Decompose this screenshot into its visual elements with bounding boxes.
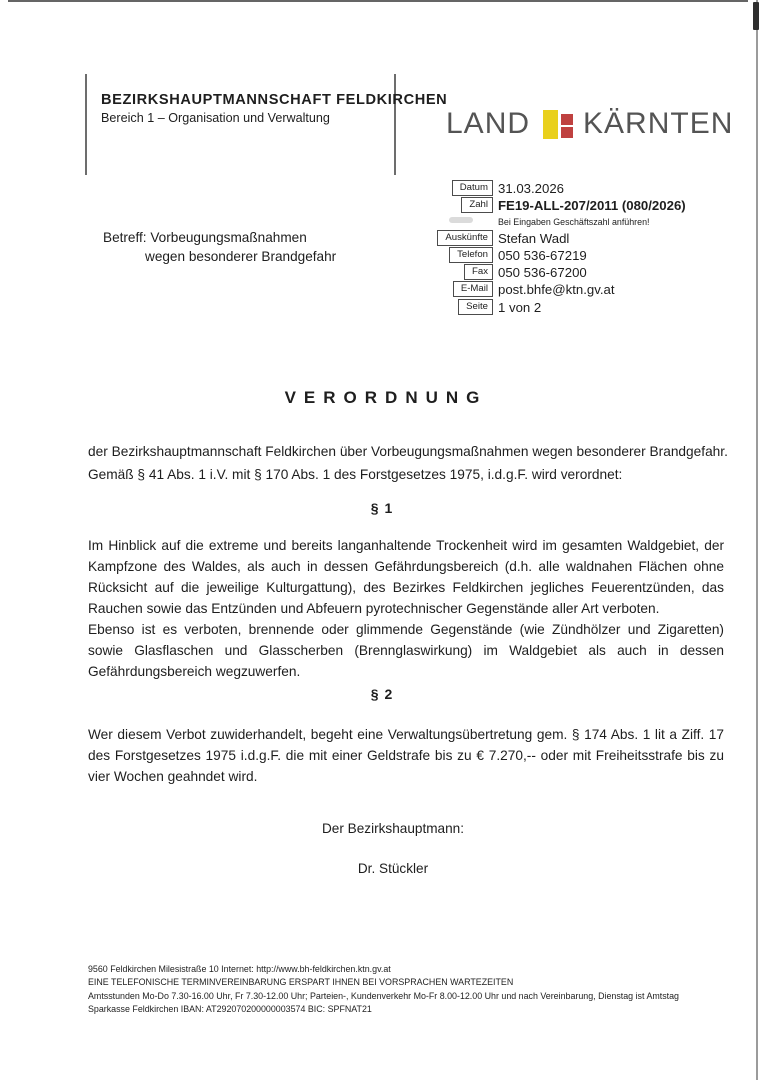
scan-smudge bbox=[449, 217, 473, 223]
intro-line-2: Gemäß § 41 Abs. 1 i.V. mit § 170 Abs. 1 des Forstgesetzes 1975, i.d.g.F. wird verordnet: bbox=[88, 466, 623, 482]
header-rule-left bbox=[85, 74, 87, 175]
office-department: Bereich 1 – Organisation und Verwaltung bbox=[101, 111, 330, 125]
section-1-heading: § 1 bbox=[370, 500, 394, 516]
auskuenfte-label: Auskünfte bbox=[437, 230, 493, 246]
signature-name: Dr. Stückler bbox=[357, 861, 429, 876]
footer-appointment-line: EINE TELEFONISCHE TERMINVEREINBARUNG ERSPART IHNEN BEI VORSPRACHEN WARTEZEITEN bbox=[88, 977, 514, 988]
scan-artifact-top-edge bbox=[8, 0, 748, 2]
seite-label: Seite bbox=[458, 299, 493, 315]
scan-artifact-right-edge bbox=[756, 0, 758, 1080]
footer-block bbox=[88, 963, 679, 1017]
email-value: post.bhfe@ktn.gv.at bbox=[498, 282, 615, 297]
telefon-label: Telefon bbox=[449, 247, 493, 263]
land-kaernten-logo-icon bbox=[543, 110, 573, 139]
datum-value: 31.03.2026 bbox=[498, 181, 565, 196]
scan-artifact-right-corner bbox=[753, 2, 759, 30]
auskuenfte-value: Stefan Wadl bbox=[498, 231, 570, 246]
logo-word-kaernten: KÄRNTEN bbox=[583, 107, 734, 140]
land-kaernten-logo bbox=[446, 107, 733, 141]
meta-row-fax bbox=[0, 264, 587, 280]
section-2-paragraph: Wer diesem Verbot zuwiderhandelt, begeht eine Verwaltungsübertretung gem. § 174 Abs. 1 lit a Ziff. 17 des Forstgesetzes 1975 i.d.g.F. die mit einer Geldstrafe bis zu € 7.270,-- oder mit Freiheitsstrafe bis zu vier Wochen geahndet wird. bbox=[88, 727, 724, 784]
footer-bank-line: Sparkasse Feldkirchen IBAN: AT292070200000003574 BIC: SPFNAT21 bbox=[88, 1004, 372, 1015]
seite-value: 1 von 2 bbox=[498, 300, 542, 315]
logo-red-squares bbox=[561, 114, 573, 138]
datum-label: Datum bbox=[452, 180, 493, 196]
subject-line-1: Betreff: Vorbeugungsmaßnahmen bbox=[103, 230, 307, 245]
logo-red-square-top bbox=[561, 114, 573, 125]
logo-yellow-bar bbox=[543, 110, 558, 139]
fax-value: 050 536-67200 bbox=[498, 265, 587, 280]
letterhead bbox=[101, 92, 447, 125]
fax-label: Fax bbox=[464, 264, 493, 280]
subject-line-2: wegen besonderer Brandgefahr bbox=[145, 248, 337, 264]
meta-row-email bbox=[0, 281, 615, 297]
section-2-body bbox=[88, 724, 724, 787]
section-1-body bbox=[88, 535, 724, 682]
document-title: VERORDNUNG bbox=[284, 388, 488, 407]
geschaeftszahl-note: Bei Eingaben Geschäftszahl anführen! bbox=[498, 217, 650, 227]
meta-row-seite bbox=[0, 299, 541, 315]
footer-hours-line: Amtsstunden Mo-Do 7.30-16.00 Uhr, Fr 7.30-12.00 Uhr; Parteien-, Kundenverkehr Mo-Fr 8.00-12.00 Uhr und nach Vereinbarung, Dienstag ist Amtstag bbox=[88, 990, 679, 1001]
footer-address-line: 9560 Feldkirchen Milesistraße 10 Internet: http://www.bh-feldkirchen.ktn.gv.at bbox=[88, 964, 391, 974]
intro-block bbox=[88, 441, 728, 486]
section-1-paragraph-2: Ebenso ist es verboten, brennende oder glimmende Gegenstände (wie Zündhölzer und Zigaretten) sowie Glasflaschen und Glasscherben (Brennglaswirkung) im Waldgebiet als auch in dessen Gefährdungsbereich wegzuwerfen. bbox=[88, 622, 724, 679]
logo-word-land: LAND bbox=[446, 107, 531, 140]
subject-block bbox=[103, 229, 336, 266]
meta-row-datum bbox=[0, 180, 564, 196]
telefon-value: 050 536-67219 bbox=[498, 248, 587, 263]
section-1-paragraph-1: Im Hinblick auf die extreme und bereits langanhaltende Trockenheit wird im gesamten Waldgebiet, der Kampfzone des Waldes, als auch in dessen Gefährdungsbereich (d.h. alle waldnahen Flächen ohne Rücksicht auf die jeweilige Kulturgattung), des Bezirkes Feldkirchen jegliches Feuerentzünden, das Rauchen sowie das Entzünden und Abfeuern pyrotechnischer Gegenstände aller Art verboten. bbox=[88, 538, 724, 616]
zahl-value: FE19-ALL-207/2011 (080/2026) bbox=[498, 198, 686, 213]
zahl-label: Zahl bbox=[461, 197, 493, 213]
meta-row-zahl bbox=[0, 197, 686, 213]
intro-line-1: der Bezirkshauptmannschaft Feldkirchen über Vorbeugungsmaßnahmen wegen besonderer Brandgefahr. bbox=[88, 444, 728, 459]
email-label: E-Mail bbox=[453, 281, 493, 297]
section-2-heading: § 2 bbox=[370, 686, 394, 702]
signature-title: Der Bezirkshauptmann: bbox=[321, 821, 465, 836]
office-name: BEZIRKSHAUPTMANNSCHAFT FELDKIRCHEN bbox=[101, 92, 448, 108]
logo-red-square-bottom bbox=[561, 127, 573, 138]
